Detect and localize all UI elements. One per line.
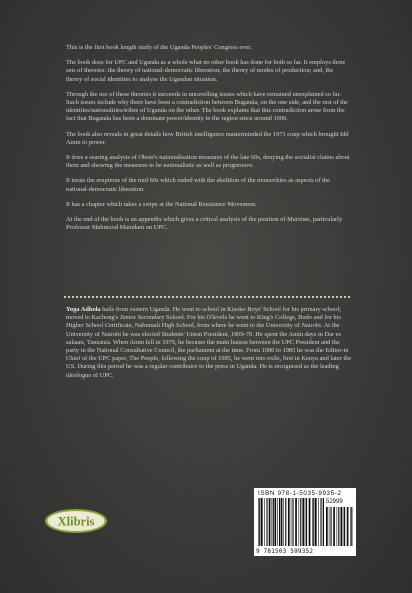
isbn-label: ISBN 978-1-5035-9935-2 bbox=[258, 490, 342, 497]
author-bio bbox=[66, 306, 352, 380]
ean-number: 9 781503 599352 bbox=[256, 548, 314, 555]
blurb-paragraph: It does a searing analysis of Obote's nationalisation measures of the late 60s, denying the socialist claims about them and showing the measures to be nationalistic as well as progressive. bbox=[66, 154, 350, 170]
price-code: 52999 bbox=[326, 499, 343, 505]
xlibris-logo bbox=[44, 508, 108, 534]
blurb-paragraph: Through the use of these theories it succeeds in unravelling issues which have remained unexplained so far. Such issues include why there have been a contradiction between Buganda, on the one side, and the rest of the identities/nationalities/tribes of Uganda on the other. The book explains that this contradiction arose from the fact that Buganda has been a dominant power/identity in the region since around 1600. bbox=[66, 90, 348, 123]
blurb-paragraph: The book does for UPC and Uganda as a whole what no other book has done for both so far. It employs three sets of theories: the theory of national-democratic liberation; the theory of modes of production; and, the theory of social identities to analyse the Ugandan situation. bbox=[66, 59, 346, 83]
isbn-barcode bbox=[258, 498, 324, 546]
author-bio-text: hails from eastern Uganda. He went to school in Kisoko Boys' School for his primary school; moved to Kachong's Junior Secondary School. For his O'levels he went to King's College, Budo and for his Higher School Certificate, Nabumali High School, from where he went to the University of Nairobi. At the University of Nairobi he was elected Students' Union President, 1969-70. He spent the Amin days in Dar es salaam, Tanzania. When Amin fell in 1979, he became the main liaison between the UPC President and the party in the National Consultative Council, the parliament at the time. From 1980 to 1985 he was the Editor-in Chief of the UPC paper, The People, following the coup of 1985, he went into exile, first in Kenya and later the US. During this period he was a regular contributor to the press in Uganda. He is recognised as the leading ideologue of UPC. bbox=[66, 306, 352, 379]
author-name: Yoga Adhola bbox=[66, 306, 101, 313]
dotted-divider bbox=[64, 296, 350, 298]
blurb-paragraph: This is the first book length study of the Uganda Peoples' Congress ever. bbox=[66, 44, 252, 51]
publisher-name: Xlibris bbox=[57, 514, 95, 529]
blurb-paragraph: The book also reveals in great details how British intelligence masterminded the 1971 coup which brought Idd Amin to power. bbox=[66, 130, 349, 146]
blurb-paragraph: It has a chapter which takes a swipe at the National Resistance Movement. bbox=[66, 200, 257, 208]
blurb-paragraph: It treats the eruptions of the mid 60s which ended with the abolition of the monarchies as aspects of the national-democratic liberation. bbox=[66, 177, 330, 193]
blurb bbox=[66, 44, 350, 239]
blurb-paragraph: At the end of the book is an appendix which gives a critical analysis of the position of Marxists, particularly Professor Mahmood Mamdani on UPC. bbox=[66, 216, 343, 232]
barcode-panel bbox=[254, 488, 356, 556]
price-barcode bbox=[326, 507, 353, 546]
